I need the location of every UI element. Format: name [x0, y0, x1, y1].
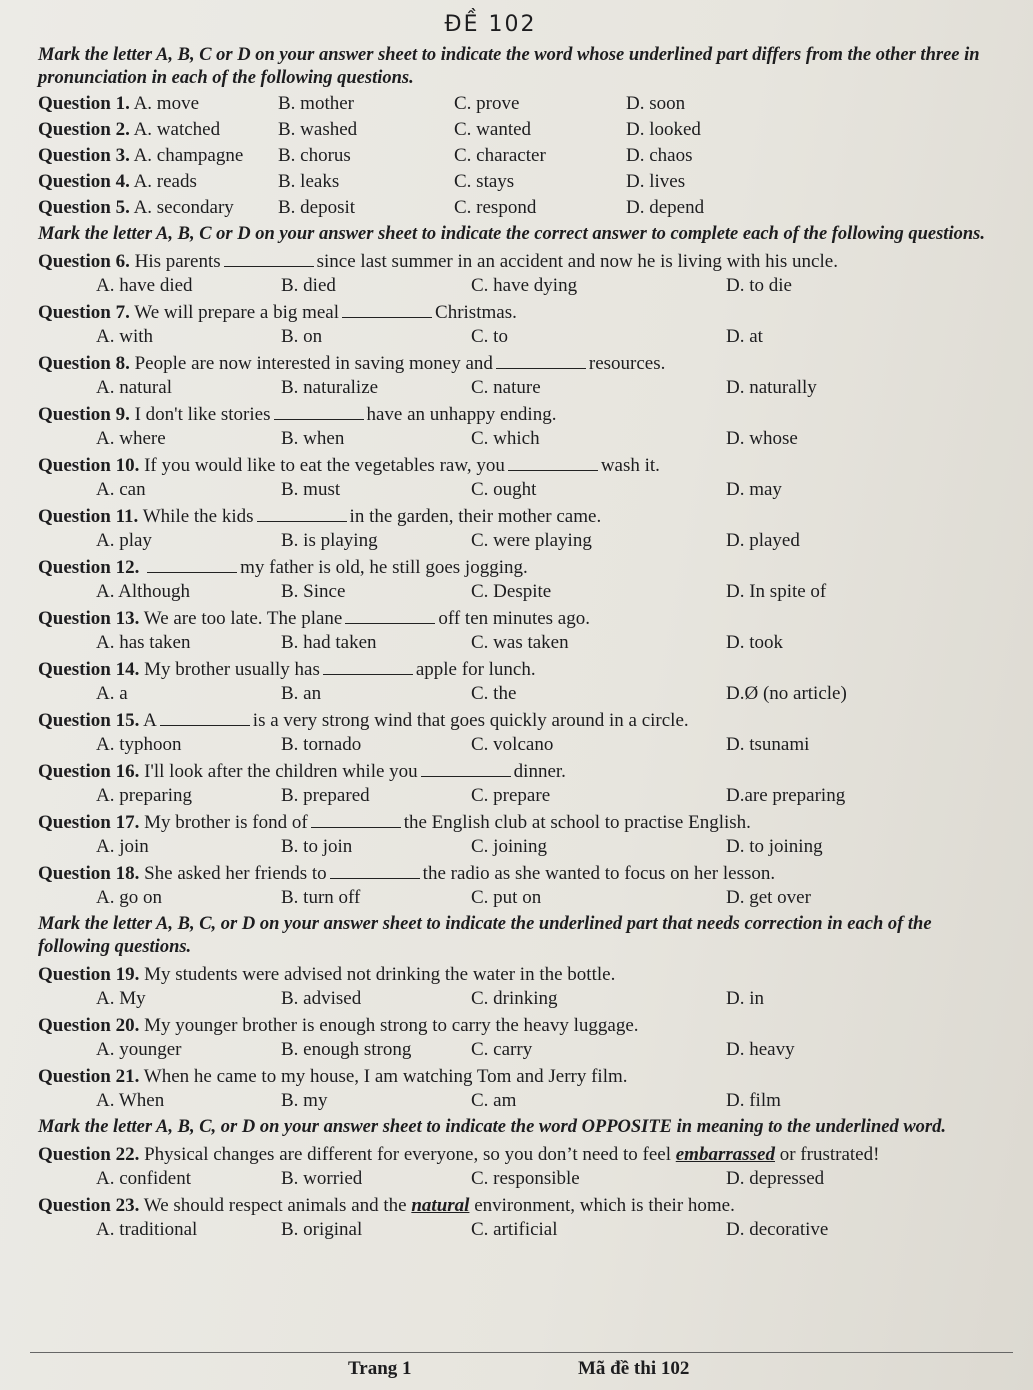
answer-blank [508, 470, 598, 471]
option-b: B. turn off [281, 887, 361, 908]
question-label: Question 2. [38, 119, 130, 140]
question-label: Question 9. [38, 404, 130, 425]
answer-blank [323, 674, 413, 675]
question-text-after: apple for lunch. [415, 659, 536, 680]
question-row [38, 145, 1003, 167]
option-d: D. in [726, 988, 764, 1009]
question-text-before: We are too late. The plane [143, 608, 343, 629]
option-d: D. depend [626, 197, 705, 218]
question-option-a [38, 93, 278, 115]
option-d: D. In spite of [726, 581, 827, 602]
question-text-after: resources. [588, 353, 666, 374]
question-text-after: the radio as she wanted to focus on her lesson. [422, 863, 776, 884]
option-a: A. with [96, 326, 153, 347]
exam-code: Mã đề thi 102 [578, 1358, 690, 1379]
option-d: D. lives [626, 171, 686, 192]
option-d: D. to joining [726, 836, 823, 857]
question-text-before: We will prepare a big meal [134, 302, 340, 323]
question-text-after: since last summer in an accident and now he is living with his uncle. [316, 251, 838, 272]
options-row [38, 326, 1003, 348]
option-d: D. may [726, 479, 782, 500]
instruction-pronunciation: Mark the letter A, B, C or D on your answer sheet to indicate the word whose underlined part differs from the other three in pronunciation in each of the following questions. [38, 45, 980, 88]
option-b: B. on [281, 326, 323, 347]
option-b: B. when [281, 428, 345, 449]
option-d: D. to die [726, 275, 792, 296]
question-text-after: the English club at school to practise English. [403, 812, 751, 833]
option-d: D. get over [726, 887, 811, 908]
option-a: A. play [96, 530, 152, 551]
option-c: C. wanted [454, 119, 532, 140]
instruction-completion: Mark the letter A, B, C or D on your answer sheet to indicate the correct answer to complete each of the following questions. [38, 224, 985, 244]
option-c: C. responsible [471, 1168, 580, 1189]
answer-blank [342, 317, 432, 318]
option-c: C. which [471, 428, 540, 449]
question-text-after: Christmas. [435, 302, 517, 323]
option-d: D. depressed [726, 1168, 825, 1189]
question-label: Question 13. [38, 608, 140, 629]
question-label: Question 10. [38, 455, 140, 476]
answer-blank [257, 521, 347, 522]
question-text-after: or frustrated! [779, 1144, 880, 1165]
question-text-before: His parents [134, 251, 221, 272]
question-text-after: is a very strong wind that goes quickly around in a circle. [252, 710, 689, 731]
option-a: A. a [96, 683, 128, 704]
question-line [38, 251, 1003, 273]
question-line [38, 557, 1003, 579]
option-b: B. worried [281, 1168, 363, 1189]
question-row [38, 93, 1003, 115]
question-text-after: my father is old, he still goes jogging. [240, 557, 528, 578]
options-row [38, 734, 1003, 756]
option-d: D. heavy [726, 1039, 795, 1060]
question-text-after: environment, which is their home. [474, 1195, 735, 1216]
options-row [38, 1219, 1003, 1241]
options-row [38, 479, 1003, 501]
option-c: C. were playing [471, 530, 592, 551]
option-d: D. naturally [726, 377, 817, 398]
question-label: Question 15. [38, 710, 140, 731]
options-row [38, 632, 1003, 654]
option-d: D. played [726, 530, 800, 551]
option-b: B. tornado [281, 734, 362, 755]
question-label: Question 14. [38, 659, 140, 680]
option-a: A. has taken [96, 632, 191, 653]
option-b: B. died [281, 275, 336, 296]
handwritten-code: ĐỀ 102 [444, 12, 537, 37]
option-b: B. chorus [278, 145, 351, 166]
option-c: C. was taken [471, 632, 569, 653]
option-a: A. have died [96, 275, 193, 296]
option-c: C. the [471, 683, 517, 704]
question-text-before: We should respect animals and the [143, 1195, 407, 1216]
question-line [38, 1144, 1003, 1166]
question-label: Question 17. [38, 812, 140, 833]
question-row [38, 119, 1003, 141]
question-line [38, 1195, 1003, 1217]
option-d: D.are preparing [726, 785, 846, 806]
question-label: Question 12. [38, 557, 140, 578]
option-a: A. can [96, 479, 146, 500]
option-a: A. When [96, 1090, 165, 1111]
question-line [38, 608, 1003, 630]
option-c: C. have dying [471, 275, 578, 296]
option-c: C. to [471, 326, 508, 347]
options-row [38, 1039, 1003, 1061]
options-row [38, 836, 1003, 858]
option-c: C. ought [471, 479, 537, 500]
question-option-a [38, 171, 278, 193]
question-line [38, 506, 1003, 528]
options-row [38, 275, 1003, 297]
option-b: B. prepared [281, 785, 370, 806]
option-a: A. confident [96, 1168, 191, 1189]
underlined-word: embarrassed [675, 1144, 775, 1165]
option-c: C. stays [454, 171, 515, 192]
option-a: A. move [133, 93, 199, 114]
question-label: Question 3. [38, 145, 130, 166]
question-line [38, 1066, 1003, 1088]
question-row [38, 171, 1003, 193]
option-a: A. Although [96, 581, 190, 602]
option-c: C. artificial [471, 1219, 558, 1240]
underlined-word: natural [411, 1195, 470, 1216]
question-line [38, 353, 1003, 375]
answer-blank [496, 368, 586, 369]
question-line [38, 710, 1003, 732]
question-label: Question 20. [38, 1015, 140, 1036]
option-c: C. carry [471, 1039, 533, 1060]
question-text: When he came to my house, I am watching Tom and Jerry film. [143, 1066, 628, 1087]
question-text-before: While the kids [142, 506, 254, 527]
question-option-a [38, 145, 278, 167]
question-label: Question 1. [38, 93, 130, 114]
option-c: C. prove [454, 93, 520, 114]
option-b: B. must [281, 479, 341, 500]
answer-blank [311, 827, 401, 828]
question-line [38, 1015, 1003, 1037]
option-a: A. reads [133, 171, 197, 192]
question-line [38, 659, 1003, 681]
option-d: D. whose [726, 428, 798, 449]
option-a: A. natural [96, 377, 172, 398]
question-text: My younger brother is enough strong to carry the heavy luggage. [144, 1015, 639, 1036]
option-a: A. go on [96, 887, 162, 908]
option-c: C. prepare [471, 785, 551, 806]
question-label: Question 18. [38, 863, 140, 884]
question-text-after: have an unhappy ending. [366, 404, 557, 425]
question-label: Question 22. [38, 1144, 140, 1165]
option-b: B. my [281, 1090, 328, 1111]
option-a: A. join [96, 836, 149, 857]
question-label: Question 6. [38, 251, 130, 272]
opposite-section [38, 1144, 1003, 1241]
option-a: A. traditional [96, 1219, 198, 1240]
question-label: Question 4. [38, 171, 130, 192]
options-row [38, 1168, 1003, 1190]
option-c: C. volcano [471, 734, 554, 755]
option-b: B. original [281, 1219, 363, 1240]
option-d: D. looked [626, 119, 701, 140]
question-label: Question 16. [38, 761, 140, 782]
options-row [38, 1090, 1003, 1112]
question-line [38, 812, 1003, 834]
instruction-opposite: Mark the letter A, B, C, or D on your answer sheet to indicate the word OPPOSITE in meaning to the underlined word. [38, 1117, 946, 1137]
question-line [38, 964, 1003, 986]
option-b: B. is playing [281, 530, 378, 551]
question-line [38, 761, 1003, 783]
option-d: D. soon [626, 93, 686, 114]
option-c: C. joining [471, 836, 548, 857]
option-c: C. character [454, 145, 546, 166]
option-b: B. enough strong [281, 1039, 412, 1060]
question-row [38, 197, 1003, 219]
question-label: Question 23. [38, 1195, 140, 1216]
option-c: C. drinking [471, 988, 558, 1009]
options-row [38, 581, 1003, 603]
option-d: D. decorative [726, 1219, 829, 1240]
option-c: C. nature [471, 377, 541, 398]
question-text-after: dinner. [513, 761, 566, 782]
option-d: D. tsunami [726, 734, 810, 755]
question-text-before: People are now interested in saving money and [134, 353, 493, 374]
question-label: Question 5. [38, 197, 130, 218]
question-label: Question 21. [38, 1066, 140, 1087]
instruction-correction: Mark the letter A, B, C, or D on your answer sheet to indicate the underlined part that needs correction in each of the following questions. [38, 914, 932, 957]
answer-blank [330, 878, 420, 879]
question-line [38, 455, 1003, 477]
option-b: B. mother [278, 93, 354, 114]
option-c: C. respond [454, 197, 537, 218]
options-row [38, 428, 1003, 450]
option-c: C. put on [471, 887, 542, 908]
question-label: Question 11. [38, 506, 139, 527]
options-row [38, 887, 1003, 909]
question-text: My students were advised not drinking the water in the bottle. [144, 964, 616, 985]
options-row [38, 683, 1003, 705]
question-text-before: Physical changes are different for everyone, so you don’t need to feel [144, 1144, 671, 1165]
option-b: B. leaks [278, 171, 340, 192]
option-d: D. at [726, 326, 763, 347]
answer-blank [160, 725, 250, 726]
option-c: C. am [471, 1090, 517, 1111]
question-text-before: My brother usually has [144, 659, 320, 680]
correction-section [38, 964, 1003, 1112]
option-b: B. to join [281, 836, 353, 857]
option-a: A. champagne [133, 145, 244, 166]
question-text-before: A [143, 710, 157, 731]
question-label: Question 7. [38, 302, 130, 323]
answer-blank [421, 776, 511, 777]
question-text-before: She asked her friends to [144, 863, 327, 884]
answer-blank [274, 419, 364, 420]
answer-blank [147, 572, 237, 573]
question-option-a [38, 119, 278, 141]
question-option-a [38, 197, 278, 219]
question-text-before: I don't like stories [134, 404, 271, 425]
question-line [38, 302, 1003, 324]
question-label: Question 19. [38, 964, 140, 985]
question-text-before: If you would like to eat the vegetables raw, you [144, 455, 505, 476]
question-text-before: My brother is fond of [144, 812, 308, 833]
question-text-after: in the garden, their mother came. [349, 506, 602, 527]
option-d: D. film [726, 1090, 781, 1111]
option-b: B. washed [278, 119, 358, 140]
options-row [38, 377, 1003, 399]
option-b: B. naturalize [281, 377, 379, 398]
option-b: B. advised [281, 988, 362, 1009]
options-row [38, 530, 1003, 552]
option-b: B. Since [281, 581, 346, 602]
option-d: D.Ø (no article) [726, 683, 847, 704]
options-row [38, 988, 1003, 1010]
footer-divider [30, 1352, 1013, 1353]
option-d: D. chaos [626, 145, 693, 166]
option-a: A. watched [133, 119, 221, 140]
option-a: A. preparing [96, 785, 193, 806]
option-d: D. took [726, 632, 783, 653]
answer-blank [345, 623, 435, 624]
option-b: B. deposit [278, 197, 356, 218]
options-row [38, 785, 1003, 807]
question-line [38, 863, 1003, 885]
option-b: B. an [281, 683, 322, 704]
option-a: A. My [96, 988, 146, 1009]
option-a: A. younger [96, 1039, 182, 1060]
page-number: Trang 1 [348, 1358, 412, 1379]
question-text-before: I'll look after the children while you [144, 761, 418, 782]
option-a: A. secondary [133, 197, 234, 218]
pronunciation-section [38, 93, 1003, 219]
question-text-after: off ten minutes ago. [438, 608, 590, 629]
option-b: B. had taken [281, 632, 377, 653]
option-c: C. Despite [471, 581, 552, 602]
answer-blank [224, 266, 314, 267]
question-line [38, 404, 1003, 426]
option-a: A. typhoon [96, 734, 182, 755]
option-a: A. where [96, 428, 166, 449]
question-label: Question 8. [38, 353, 130, 374]
question-text-after: wash it. [600, 455, 660, 476]
completion-section [38, 251, 1003, 909]
